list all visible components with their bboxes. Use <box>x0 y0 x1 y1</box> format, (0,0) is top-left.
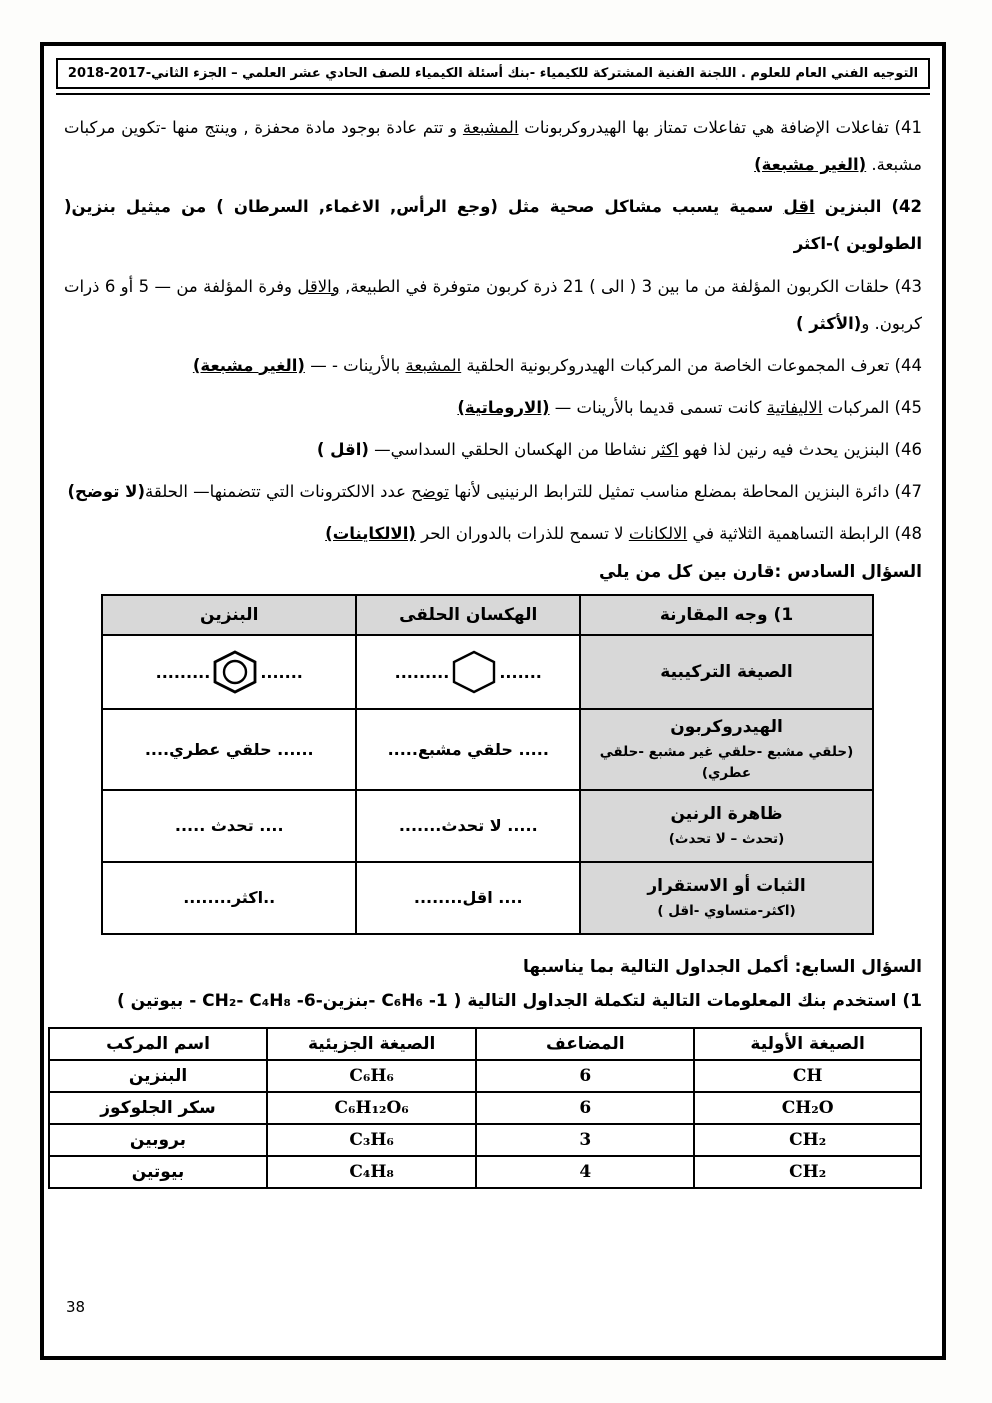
comparison-table <box>101 594 874 934</box>
cmp-label-hydrocarbon: الهيدروكربون (حلقي مشبع -حلقي غير مشبع -حلقي عطري) <box>580 709 873 789</box>
ftab-cell-name: بروبين <box>49 1124 267 1156</box>
question-41: 41) تفاعلات الإضافة هي تفاعلات تمتاز بها الهيدروكربونات المشبعة و تتم عادة بوجود مادة محفزة , وينتج منها -تكوين مركبات مشبعة. (الغير مشبعة) <box>64 118 922 175</box>
question-47: 47) دائرة البنزين المحاطة بمضلع مناسب تمثيل للترابط الرنينيى لأنها توضح عدد الالكترونات التي تتضمنها— الحلقة(لا توضح) <box>67 482 922 502</box>
document-header <box>56 58 930 89</box>
formula-header-row <box>49 1028 921 1060</box>
table-row-benzene <box>49 1060 921 1092</box>
cmp-label-stability: الثبات أو الاستقرار (اكثر-متساوي -اقل ) <box>580 862 873 934</box>
table-row-structural-formula <box>102 635 873 709</box>
ftab-cell-multiplier: 6 <box>476 1060 694 1092</box>
ftab-cell-multiplier: 6 <box>476 1092 694 1124</box>
ftab-cell-empirical: CH <box>694 1060 921 1092</box>
table-row-butene <box>49 1156 921 1188</box>
ftab-cell-empirical: CH₂ <box>694 1156 921 1188</box>
cyclohexane-hexagon-icon <box>451 650 497 694</box>
ftab-cell-empirical: CH₂O <box>694 1092 921 1124</box>
header-divider <box>56 91 930 95</box>
ftab-header-multiplier: المضاعف <box>476 1028 694 1060</box>
question-45: 45) المركبات الاليفاتية كانت تسمى قديما بالأرينات — (الاروماتية) <box>457 397 922 417</box>
cmp-header-benzene: البنزين <box>102 595 356 635</box>
question-42: 42) البنزين اقل سمية يسبب مشاكل صحية مثل (وجع الرأس, الاغماء, السرطان ) من ميثيل بنزين( الطولوين )-اكثر <box>64 197 922 254</box>
cmp-header-hexane: الهكسان الحلقى <box>356 595 580 635</box>
question-44: 44) تعرف المجموعات الخاصة من المركبات الهيدروكربونية الحلقية المشبعة بالأرينات - — (الغير مشبعة) <box>192 355 922 375</box>
cmp-cell-benzene-type: ...... حلقي عطري.... <box>102 709 356 789</box>
benzene-ring-icon <box>212 650 258 694</box>
table-row-glucose <box>49 1092 921 1124</box>
comparison-header-row <box>102 595 873 635</box>
cmp-label-resonance: ظاهرة الرنين (تحدث – لا تحدث) <box>580 790 873 862</box>
information-bank-line: 1) استخدم بنك المعلومات التالية لتكملة الجداول التالية ( 1- C₆H₆ -بنزين-6- CH₂- C₄H₈ - بيوتين ) <box>116 990 922 1011</box>
ftab-cell-molecular: C₃H₆ <box>267 1124 476 1156</box>
header-title: التوجيه الفني العام للعلوم . اللجنة الفنية المشتركة للكيمياء -بنك أسئلة الكيمياء للصف الحادي عشر العلمي – الجزء الثاني-2017-2018 <box>67 66 919 81</box>
document-body <box>56 109 930 1189</box>
ftab-cell-molecular: C₆H₆ <box>267 1060 476 1092</box>
cmp-cell-benzene-resonance: .... تحدث ..... <box>102 790 356 862</box>
ftab-cell-name: البنزين <box>49 1060 267 1092</box>
cmp-header-criterion: 1) وجه المقارنة <box>580 595 873 635</box>
ftab-cell-name: بيوتين <box>49 1156 267 1188</box>
section-six-title: السؤال السادس :قارن بين كل من يلي <box>599 562 922 583</box>
page-border-frame <box>40 42 946 1360</box>
cmp-cell-hexane-type: ..... حلقي مشبع..... <box>356 709 580 789</box>
formula-table <box>48 1027 922 1189</box>
table-row-stability <box>102 862 873 934</box>
table-row-propene <box>49 1124 921 1156</box>
ftab-header-compound-name: اسم المركب <box>49 1028 267 1060</box>
section-seven-title: السؤال السابع: أكمل الجداول التالية بما يناسبها <box>523 956 922 977</box>
cmp-cell-benzene-stability: ..اكثر........ <box>102 862 356 934</box>
ftab-header-empirical-formula: الصيغة الأولية <box>694 1028 921 1060</box>
question-46: 46) البنزين يحدث فيه رنين لذا فهو اكثر نشاطا من الهكسان الحلقي السداسي— (اقل ) <box>316 440 922 459</box>
cmp-cell-hexane-stability: .... اقل........ <box>356 862 580 934</box>
page-number: 38 <box>66 1298 86 1316</box>
ftab-cell-molecular: C₆H₁₂O₆ <box>267 1092 476 1124</box>
ftab-cell-multiplier: 3 <box>476 1124 694 1156</box>
cmp-cell-benzene-structure: ....... ......... <box>102 635 356 709</box>
question-43: 43) حلقات الكربون المؤلفة من ما بين 3 ( الى ) 21 ذرة كربون متوفرة في الطبيعة, والاقل وفرة المؤلفة من — 5 أو 6 ذرات كربون. و(الأكثر ) <box>64 276 923 333</box>
ftab-header-molecular-formula: الصيغة الجزيئية <box>267 1028 476 1060</box>
cmp-cell-hexane-resonance: ..... لا تحدث....... <box>356 790 580 862</box>
question-48: 48) الرابطة التساهمية الثلاثية في الالكانات لا تسمح للذرات بالدوران الحر (الالكاينات) <box>325 524 922 544</box>
cmp-label-structural-formula: الصيغة التركيبية <box>580 635 873 709</box>
cmp-cell-hexane-structure: ....... ......... <box>356 635 580 709</box>
table-row-hydrocarbon-type <box>102 709 873 789</box>
ftab-cell-name: سكر الجلوكوز <box>49 1092 267 1124</box>
ftab-cell-empirical: CH₂ <box>694 1124 921 1156</box>
table-row-resonance <box>102 790 873 862</box>
ftab-cell-molecular: C₄H₈ <box>267 1156 476 1188</box>
ftab-cell-multiplier: 4 <box>476 1156 694 1188</box>
